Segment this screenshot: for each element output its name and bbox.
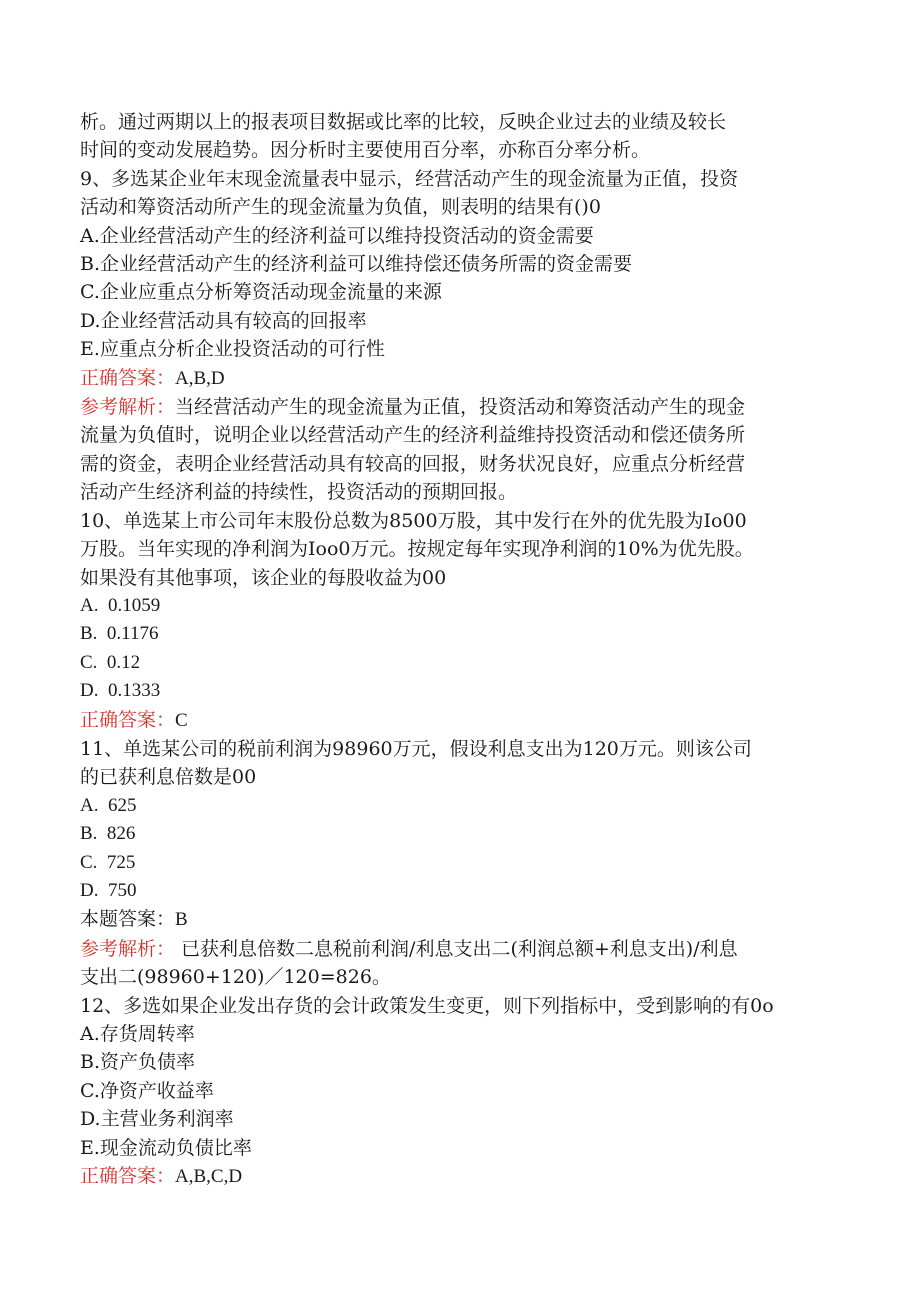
option-b: B. 826 — [80, 823, 136, 845]
option-d: D.企业经营活动具有较高的回报率 — [80, 309, 367, 332]
document-body — [80, 108, 860, 1191]
answer-label: 本题答案： — [80, 908, 176, 931]
analysis-label: 参考解析： — [80, 396, 176, 419]
option-b: B. 0.1176 — [80, 623, 159, 645]
question-10-stem: 万股。当年实现的净利润为Ioo0万元。按规定每年实现净利润的10%为优先股。 — [80, 538, 754, 561]
answer-line — [80, 364, 860, 393]
option-c: C.企业应重点分析筹资活动现金流量的来源 — [80, 281, 442, 304]
analysis-text: 当经营活动产生的现金流量为正值，投资活动和筹资活动产生的现金 — [175, 396, 746, 419]
analysis-text: 流量为负值时，说明企业以经营活动产生的经济利益维持投资活动和偿还债务所 — [80, 424, 746, 447]
question-10-stem: 如果没有其他事项，该企业的每股收益为00 — [80, 566, 447, 589]
option-e: E.应重点分析企业投资活动的可行性 — [80, 338, 385, 361]
analysis-line — [80, 393, 860, 421]
option-a: A. 625 — [80, 794, 137, 816]
question-9-stem: 活动和筹资活动所产生的现金流量为负值，则表明的结果有()0 — [80, 196, 601, 219]
analysis-label: 参考解析： — [80, 937, 176, 960]
option-d: D. 750 — [80, 879, 137, 901]
analysis-text: 活动产生经济利益的持续性，投资活动的预期回报。 — [80, 481, 518, 504]
answer-line — [80, 905, 860, 934]
option-e: E.现金流动负债比率 — [80, 1136, 252, 1159]
answer-label: 正确答案： — [80, 1165, 176, 1188]
analysis-text: 需的资金，表明企业经营活动具有较高的回报，财务状况良好，应重点分析经营 — [80, 452, 746, 475]
analysis-line — [80, 935, 860, 963]
option-b: B.资产负债率 — [80, 1051, 196, 1074]
option-c: C. 725 — [80, 851, 136, 873]
option-c: C. 0.12 — [80, 651, 141, 673]
answer-value: A,B,C,D — [175, 1166, 243, 1188]
question-9-stem: 9、多选某企业年末现金流量表中显示，经营活动产生的现金流量为正值，投资 — [80, 167, 739, 190]
analysis-text: 支出二(98960+120)／120=826。 — [80, 966, 391, 989]
question-12-stem: 12、多选如果企业发出存货的会计政策发生变更，则下列指标中，受到影响的有0o — [80, 994, 774, 1017]
answer-value: C — [175, 709, 188, 731]
option-a: A. 0.1059 — [80, 594, 161, 616]
answer-value: A,B,D — [175, 367, 225, 389]
option-d: D. 0.1333 — [80, 680, 161, 702]
answer-label: 正确答案： — [80, 708, 176, 731]
question-11-stem: 的已获利息倍数是00 — [80, 766, 257, 789]
option-b: B.企业经营活动产生的经济利益可以维持偿还债务所需的资金需要 — [80, 253, 633, 276]
question-11-stem: 11、单选某公司的税前利润为98960万元，假设利息支出为120万元。则该公司 — [80, 737, 752, 760]
question-10-stem: 10、单选某上市公司年末股份总数为8500万股，其中发行在外的优先股为Io00 — [80, 509, 747, 532]
analysis-text: 已获利息倍数二息税前利润/利息支出二(利润总额+利息支出)/利息 — [175, 937, 738, 960]
option-a: A.企业经营活动产生的经济利益可以维持投资活动的资金需要 — [80, 224, 594, 247]
answer-label: 正确答案： — [80, 366, 176, 389]
answer-line — [80, 706, 860, 735]
answer-value: B — [175, 909, 188, 931]
paragraph-line: 析。通过两期以上的报表项目数据或比率的比较，反映企业过去的业绩及较长 — [80, 111, 727, 133]
paragraph-line: 时间的变动发展趋势。因分析时主要使用百分率，亦称百分率分析。 — [80, 139, 651, 162]
option-c: C.净资产收益率 — [80, 1079, 214, 1102]
option-a: A.存货周转率 — [80, 1023, 195, 1045]
answer-line — [80, 1162, 860, 1191]
option-d: D.主营业务利润率 — [80, 1108, 234, 1131]
